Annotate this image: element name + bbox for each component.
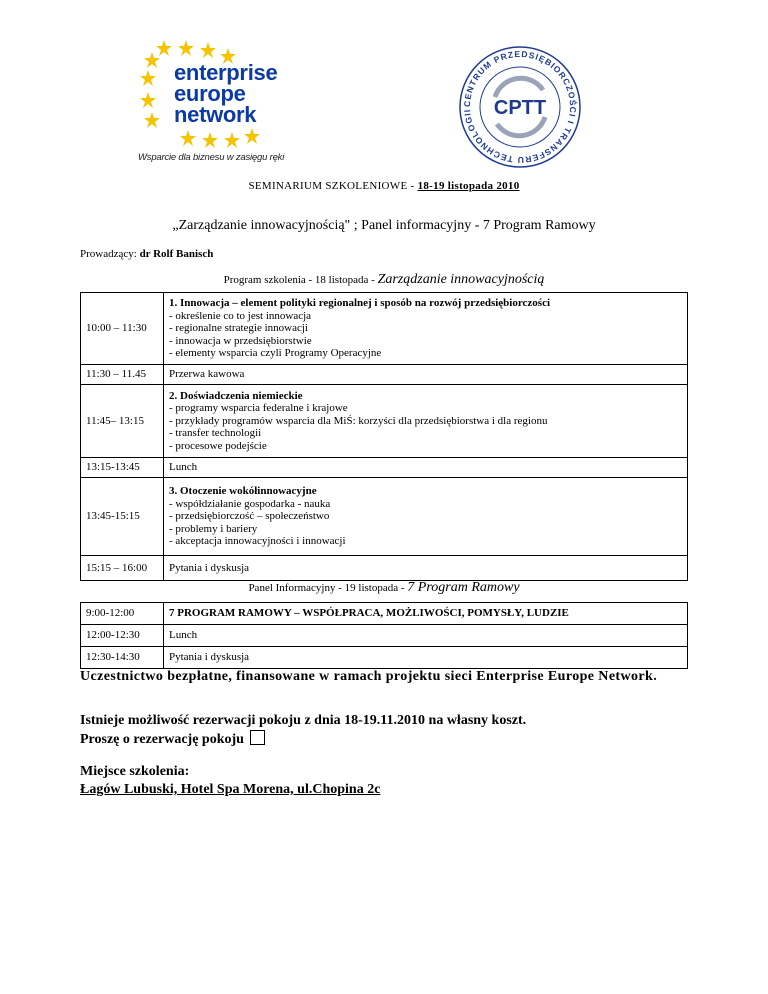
table-row — [81, 625, 688, 647]
row-time: 15:15 – 16:00 — [81, 556, 164, 581]
table-row — [81, 556, 688, 581]
een-word-1: enterprise — [174, 60, 278, 85]
cptt-emblem-icon — [455, 42, 585, 172]
seminar-date: 18-19 listopada 2010 — [417, 180, 520, 192]
table-row — [81, 385, 688, 458]
row-text: Przerwa kawowa — [164, 365, 688, 385]
room-request-label: Proszę o rezerwację pokoju — [80, 732, 244, 747]
seminar-sep: - — [407, 180, 418, 192]
program2-heading — [0, 580, 768, 596]
row-item: - przykłady programów wsparcia dla MiŚ: korzyści dla przedsiębiorstwa i dla regionu — [169, 414, 548, 427]
row-content — [164, 293, 688, 365]
row-item: - procesowe podejście — [169, 439, 267, 452]
row-item: - transfer technologii — [169, 427, 262, 440]
room-note — [80, 712, 700, 749]
row-time: 11:45– 13:15 — [81, 385, 164, 458]
program1-heading — [0, 272, 768, 288]
table-row — [81, 293, 688, 365]
row-time: 12:00-12:30 — [81, 625, 164, 647]
row-item: - elementy wsparcia czyli Programy Operacyjne — [169, 347, 382, 360]
row-content — [164, 478, 688, 556]
table-row — [81, 365, 688, 385]
row-title: 1. Innowacja – element polityki regionalnej i sposób na rozwój przedsiębiorczości — [169, 297, 551, 310]
program1-heading-italic: Zarządzanie innowacyjnością — [377, 272, 545, 287]
leader-name: dr Rolf Banisch — [139, 248, 214, 260]
row-title: 3. Otoczenie wokółinnowacyjne — [169, 485, 317, 498]
room-note-line1: Istnieje możliwość rezerwacji pokoju z dnia 18-19.11.2010 na własny koszt. — [80, 713, 527, 728]
row-time: 9:00-12:00 — [81, 603, 164, 625]
row-text: 7 PROGRAM RAMOWY – WSPÓŁPRACA, MOŻLIWOŚCI, POMYSŁY, LUDZIE — [164, 603, 688, 625]
table-row — [81, 603, 688, 625]
room-checkbox[interactable] — [250, 730, 265, 745]
program2-table — [80, 602, 688, 669]
row-item: - innowacja w przedsiębiorstwie — [169, 334, 312, 347]
row-item: - określenie co to jest innowacja — [169, 309, 312, 322]
row-item: - współdziałanie gospodarka - nauka — [169, 497, 331, 510]
row-time: 13:45-15:15 — [81, 478, 164, 556]
venue-label: Miejsce szkolenia: — [80, 764, 190, 779]
free-participation-note: Uczestnictwo bezpłatne, finansowane w ramach projektu sieci Enterprise Europe Network. — [80, 669, 658, 684]
star-ring-icon — [138, 38, 178, 148]
row-text: Lunch — [164, 458, 688, 478]
row-text: Pytania i dyskusja — [164, 647, 688, 669]
venue — [80, 763, 380, 799]
leader-label: Prowadzący: — [80, 248, 140, 260]
row-item: - regionalne strategie innowacji — [169, 322, 308, 335]
row-content — [164, 385, 688, 458]
table-row — [81, 647, 688, 669]
program1-table — [80, 292, 688, 581]
table-row — [81, 458, 688, 478]
een-word-2: europe — [174, 81, 246, 106]
leader-line — [80, 248, 213, 260]
program2-heading-italic: 7 Program Ramowy — [407, 580, 520, 595]
program2-heading-plain: Panel Informacyjny - 19 listopada - — [248, 582, 408, 594]
row-item: - problemy i bariery — [169, 522, 258, 535]
row-item: - programy wsparcia federalne i krajowe — [169, 402, 348, 415]
table-row — [81, 478, 688, 556]
row-item: - przedsiębiorczość – społeczeństwo — [169, 510, 330, 523]
cptt-ring-text: CENTRUM PRZEDSIĘBIORCZOŚCI I TRANSFERU TECHNOLOGII — [461, 48, 579, 166]
cptt-logo — [455, 42, 585, 172]
seminar-label: SEMINARIUM SZKOLENIOWE — [248, 180, 408, 192]
seminar-title — [0, 180, 768, 192]
een-tagline: Wsparcie dla biznesu w zasięgu ręki — [138, 152, 285, 163]
row-time: 12:30-14:30 — [81, 647, 164, 669]
row-time: 11:30 – 11.45 — [81, 365, 164, 385]
row-title: 2. Doświadczenia niemieckie — [169, 389, 303, 402]
program1-heading-plain: Program szkolenia - 18 listopada - — [223, 274, 378, 286]
een-logo — [138, 38, 308, 163]
cptt-abbr: CPTT — [493, 97, 547, 119]
venue-address: Łagów Lubuski, Hotel Spa Morena, ul.Chopina 2c — [80, 782, 381, 797]
een-word-3: network — [174, 102, 257, 127]
row-item: - akceptacja innowacyjności i innowacji — [169, 535, 346, 548]
row-time: 10:00 – 11:30 — [81, 293, 164, 365]
room-note-line2 — [80, 730, 700, 749]
row-text: Pytania i dyskusja — [164, 556, 688, 581]
row-text: Lunch — [164, 625, 688, 647]
seminar-subtitle: „Zarządzanie innowacyjnością" ; Panel informacyjny - 7 Program Ramowy — [172, 218, 596, 233]
row-time: 13:15-13:45 — [81, 458, 164, 478]
